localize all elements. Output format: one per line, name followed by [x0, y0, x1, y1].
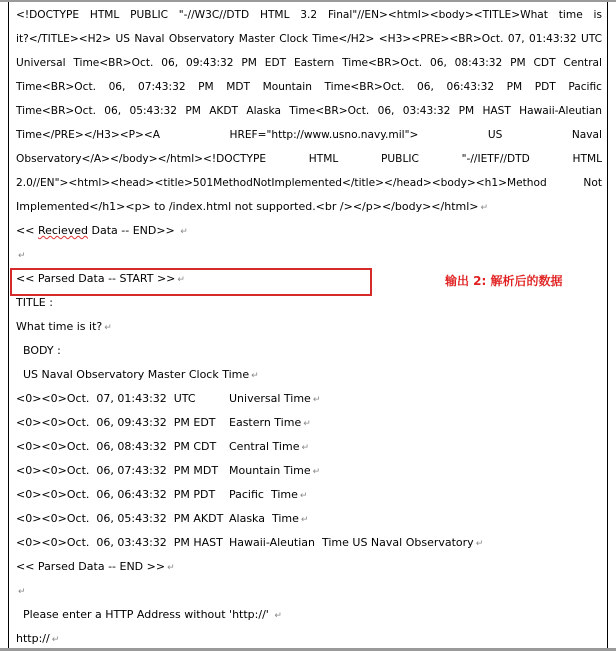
time-value: <0><0>Oct. 07, 01:43:32 UTC — [16, 392, 196, 405]
annotation-label: 输出 2: 解析后的数据 — [445, 274, 563, 288]
title-label: TITLE : — [16, 296, 53, 309]
zone-name: Mountain Time — [229, 464, 311, 477]
received-last-line: Implemented</h1><p> to /index.html not supported.<br /></p></body></html> ↵ — [16, 200, 489, 213]
highlight-box — [10, 268, 372, 296]
zone-name: Hawaii-Aleutian Time US Naval Observatory — [229, 536, 474, 549]
time-value: <0><0>Oct. 06, 08:43:32 PM CDT — [16, 440, 217, 453]
received-data-line: <!DOCTYPE HTML PUBLIC "-//W3C//DTD HTML 3.2 Final"//EN><html><body><TITLE>What time is — [16, 9, 602, 21]
zone-name: Pacific Time — [229, 488, 298, 501]
received-end-line: << Recieved Data -- END>> ↵ — [16, 224, 188, 237]
zone-name: Universal Time — [229, 392, 311, 405]
time-value: <0><0>Oct. 06, 05:43:32 PM AKDT — [16, 512, 224, 525]
zone-name: Eastern Time — [229, 416, 302, 429]
parsed-end-line: << Parsed Data -- END >> ↵ — [16, 560, 175, 573]
received-data-line: Time<BR>Oct. 06, 07:43:32 PM MDT Mountain Time<BR>Oct. 06, 06:43:32 PM PDT Pacific — [16, 81, 602, 93]
received-data-line: 2.0//EN"><html><head><title>501MethodNotImplemented</title></head><body><h1>Method Not — [16, 177, 602, 189]
time-value: <0><0>Oct. 06, 06:43:32 PM PDT — [16, 488, 216, 501]
received-data-line: Universal Time<BR>Oct. 06, 09:43:32 PM EDT Eastern Time<BR>Oct. 06, 08:43:32 PM CDT Central — [16, 57, 602, 69]
received-data-line: it?</TITLE><H2> US Naval Observatory Master Clock Time</H2> <H3><PRE><BR>Oct. 07, 01:43:32 UTC — [16, 33, 602, 45]
received-data-line: Time</PRE></H3><P><A HREF="http://www.usno.navy.mil"> US Naval — [16, 129, 602, 141]
time-row: <0><0>Oct. 06, 06:43:32 PM PDT Pacific Time ↵ — [16, 488, 308, 501]
prompt-line: Please enter a HTTP Address without 'http://' ↵ — [16, 608, 282, 621]
document-body — [16, 3, 602, 651]
empty-paragraph: ↵ — [18, 587, 26, 597]
received-data-line: Observatory</A></body></html><!DOCTYPE HTML PUBLIC "-//IETF//DTD HTML — [16, 153, 602, 165]
time-row: <0><0>Oct. 06, 03:43:32 PM HAST Hawaii-Aleutian Time US Naval Observatory ↵ — [16, 536, 484, 549]
body-value: US Naval Observatory Master Clock Time ↵ — [16, 368, 259, 381]
time-row: <0><0>Oct. 06, 07:43:32 PM MDT Mountain Time ↵ — [16, 464, 321, 477]
time-row: <0><0>Oct. 06, 08:43:32 PM CDT Central Time ↵ — [16, 440, 310, 453]
time-value: <0><0>Oct. 06, 09:43:32 PM EDT — [16, 416, 216, 429]
zone-name: Alaska Time — [229, 512, 299, 525]
received-data-line: Time<BR>Oct. 06, 05:43:32 PM AKDT Alaska Time<BR>Oct. 06, 03:43:32 PM HAST Hawaii-Aleutian — [16, 105, 602, 117]
title-value: What time is it? ↵ — [16, 320, 112, 333]
paragraph-mark: ↵ — [480, 203, 489, 213]
time-value: <0><0>Oct. 06, 03:43:32 PM HAST — [16, 536, 223, 549]
time-row: <0><0>Oct. 06, 09:43:32 PM EDT Eastern Time ↵ — [16, 416, 311, 429]
parsed-start-line: << Parsed Data -- START >> ↵ — [16, 272, 185, 285]
time-value: <0><0>Oct. 06, 07:43:32 PM MDT — [16, 464, 219, 477]
empty-paragraph: ↵ — [18, 251, 26, 261]
time-row: <0><0>Oct. 06, 05:43:32 PM AKDT Alaska Time ↵ — [16, 512, 309, 525]
body-label: BODY : — [16, 344, 61, 357]
time-row: <0><0>Oct. 07, 01:43:32 UTC Universal Time ↵ — [16, 392, 321, 405]
input-line[interactable]: http:// ↵ — [16, 632, 60, 645]
zone-name: Central Time — [229, 440, 300, 453]
